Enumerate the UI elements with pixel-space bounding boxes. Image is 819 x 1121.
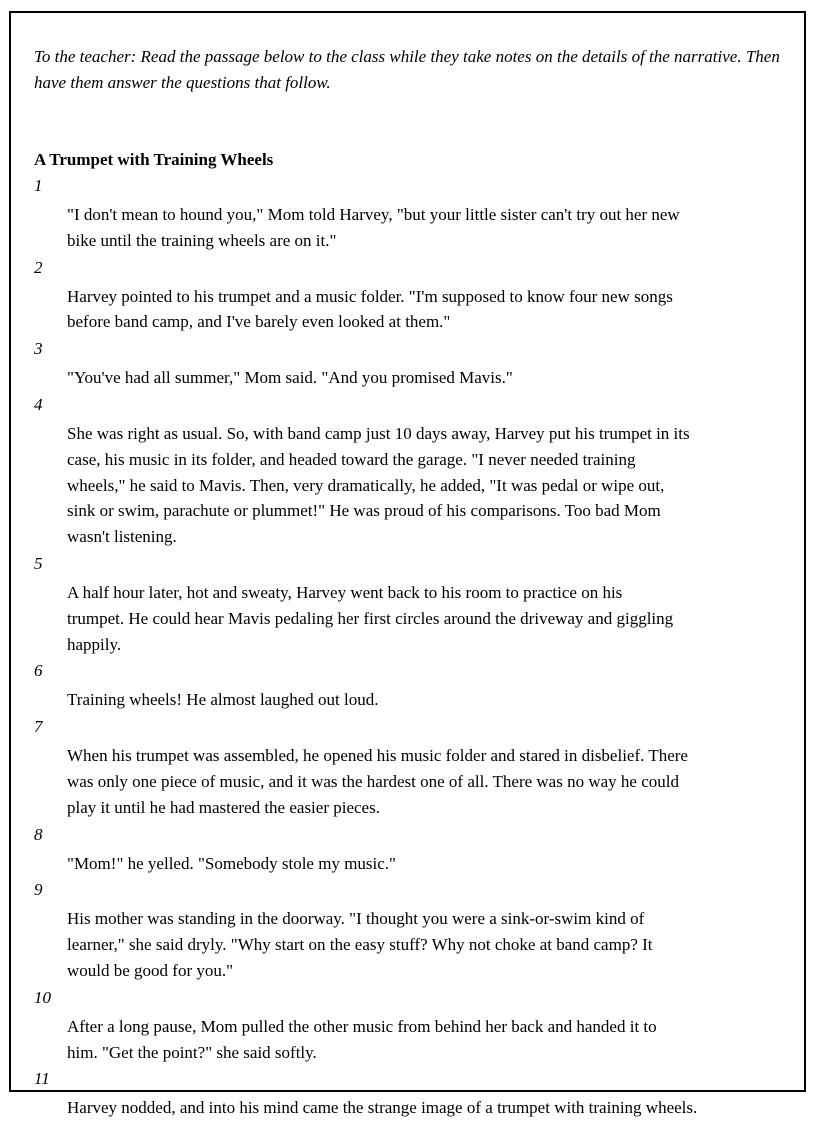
paragraph-number: 10 bbox=[34, 987, 51, 1007]
paragraph-number: 6 bbox=[34, 661, 43, 681]
paragraph-line: trumpet. He could hear Mavis pedaling her first circles around the driveway and giggling bbox=[67, 608, 674, 628]
story-paragraph bbox=[34, 657, 794, 713]
story-paragraphs bbox=[34, 172, 794, 1121]
paragraph-number: 11 bbox=[34, 1069, 50, 1089]
paragraph-line: play it until he had mastered the easier pieces. bbox=[67, 797, 380, 817]
paragraph-text bbox=[34, 202, 794, 254]
story-paragraph bbox=[34, 550, 794, 657]
paragraph-line: A half hour later, hot and sweaty, Harvey went back to his room to practice on his bbox=[67, 582, 623, 602]
paragraph-line: "Mom!" he yelled. "Somebody stole my music." bbox=[67, 853, 397, 873]
story-paragraph bbox=[34, 821, 794, 877]
paragraph-line: Harvey pointed to his trumpet and a music folder. "I'm supposed to know four new songs bbox=[67, 286, 673, 306]
paragraph-line: wasn't listening. bbox=[67, 527, 177, 547]
paragraph-text bbox=[34, 1014, 794, 1066]
document-content bbox=[34, 44, 794, 1118]
paragraph-text bbox=[34, 1095, 794, 1121]
story-paragraph bbox=[34, 335, 794, 391]
paragraph-text bbox=[34, 851, 794, 877]
paragraph-line: Harvey nodded, and into his mind came the strange image of a trumpet with training wheels. bbox=[67, 1098, 698, 1118]
paragraph-number: 5 bbox=[34, 553, 43, 573]
paragraph-line: him. "Get the point?" she said softly. bbox=[67, 1042, 317, 1062]
paragraph-line: She was right as usual. So, with band camp just 10 days away, Harvey put his trumpet in its bbox=[67, 423, 690, 443]
paragraph-line: "I don't mean to hound you," Mom told Harvey, "but your little sister can't try out her new bbox=[67, 205, 680, 224]
paragraph-number: 8 bbox=[34, 824, 43, 844]
paragraph-line: before band camp, and I've barely even looked at them." bbox=[67, 312, 451, 332]
story-paragraph bbox=[34, 391, 794, 550]
paragraph-text bbox=[34, 421, 794, 550]
paragraph-number: 7 bbox=[34, 717, 43, 737]
paragraph-line: was only one piece of music, and it was the hardest one of all. There was no way he could bbox=[67, 771, 679, 791]
paragraph-line: Training wheels! He almost laughed out loud. bbox=[67, 690, 379, 710]
paragraph-number: 3 bbox=[34, 339, 43, 359]
story-title: A Trumpet with Training Wheels bbox=[34, 150, 274, 169]
paragraph-line: When his trumpet was assembled, he opened his music folder and stared in disbelief. There bbox=[67, 746, 688, 766]
paragraph-text bbox=[34, 580, 794, 657]
story-paragraph bbox=[34, 984, 794, 1066]
paragraph-text bbox=[34, 687, 794, 713]
paragraph-number: 9 bbox=[34, 880, 43, 900]
paragraph-line: "You've had all summer," Mom said. "And you promised Mavis." bbox=[67, 368, 513, 388]
paragraph-line: After a long pause, Mom pulled the other music from behind her back and handed it to bbox=[67, 1016, 657, 1036]
story-paragraph bbox=[34, 172, 794, 254]
story-paragraph bbox=[34, 1065, 794, 1121]
paragraph-line: sink or swim, parachute or plummet!" He was proud of his comparisons. Too bad Mom bbox=[67, 501, 661, 521]
paragraph-line: bike until the training wheels are on it." bbox=[67, 230, 337, 250]
paragraph-line: would be good for you." bbox=[67, 960, 234, 980]
story-paragraph bbox=[34, 876, 794, 983]
paragraph-text bbox=[34, 365, 794, 391]
paragraph-number: 4 bbox=[34, 394, 43, 414]
paragraph-line: His mother was standing in the doorway. "I thought you were a sink-or-swim kind of bbox=[67, 909, 645, 929]
paragraph-line: case, his music in its folder, and headed toward the garage. "I never needed training bbox=[67, 449, 636, 469]
paragraph-number: 2 bbox=[34, 257, 43, 277]
paragraph-number: 1 bbox=[34, 176, 43, 195]
document-frame bbox=[9, 11, 806, 1118]
paragraph-text bbox=[34, 906, 794, 983]
paragraph-line: happily. bbox=[67, 634, 122, 654]
story-paragraph bbox=[34, 713, 794, 820]
story-paragraph bbox=[34, 254, 794, 336]
paragraph-text bbox=[34, 284, 794, 336]
paragraph-text bbox=[34, 743, 794, 820]
teacher-instructions: To the teacher: Read the passage below to the class while they take notes on the details of the narrative. Then have them answer the questions that follow. bbox=[34, 47, 780, 92]
paragraph-line: wheels," he said to Mavis. Then, very dramatically, he added, "It was pedal or wipe out, bbox=[67, 475, 665, 495]
paragraph-line: learner," she said dryly. "Why start on the easy stuff? Why not choke at band camp? It bbox=[67, 935, 653, 955]
